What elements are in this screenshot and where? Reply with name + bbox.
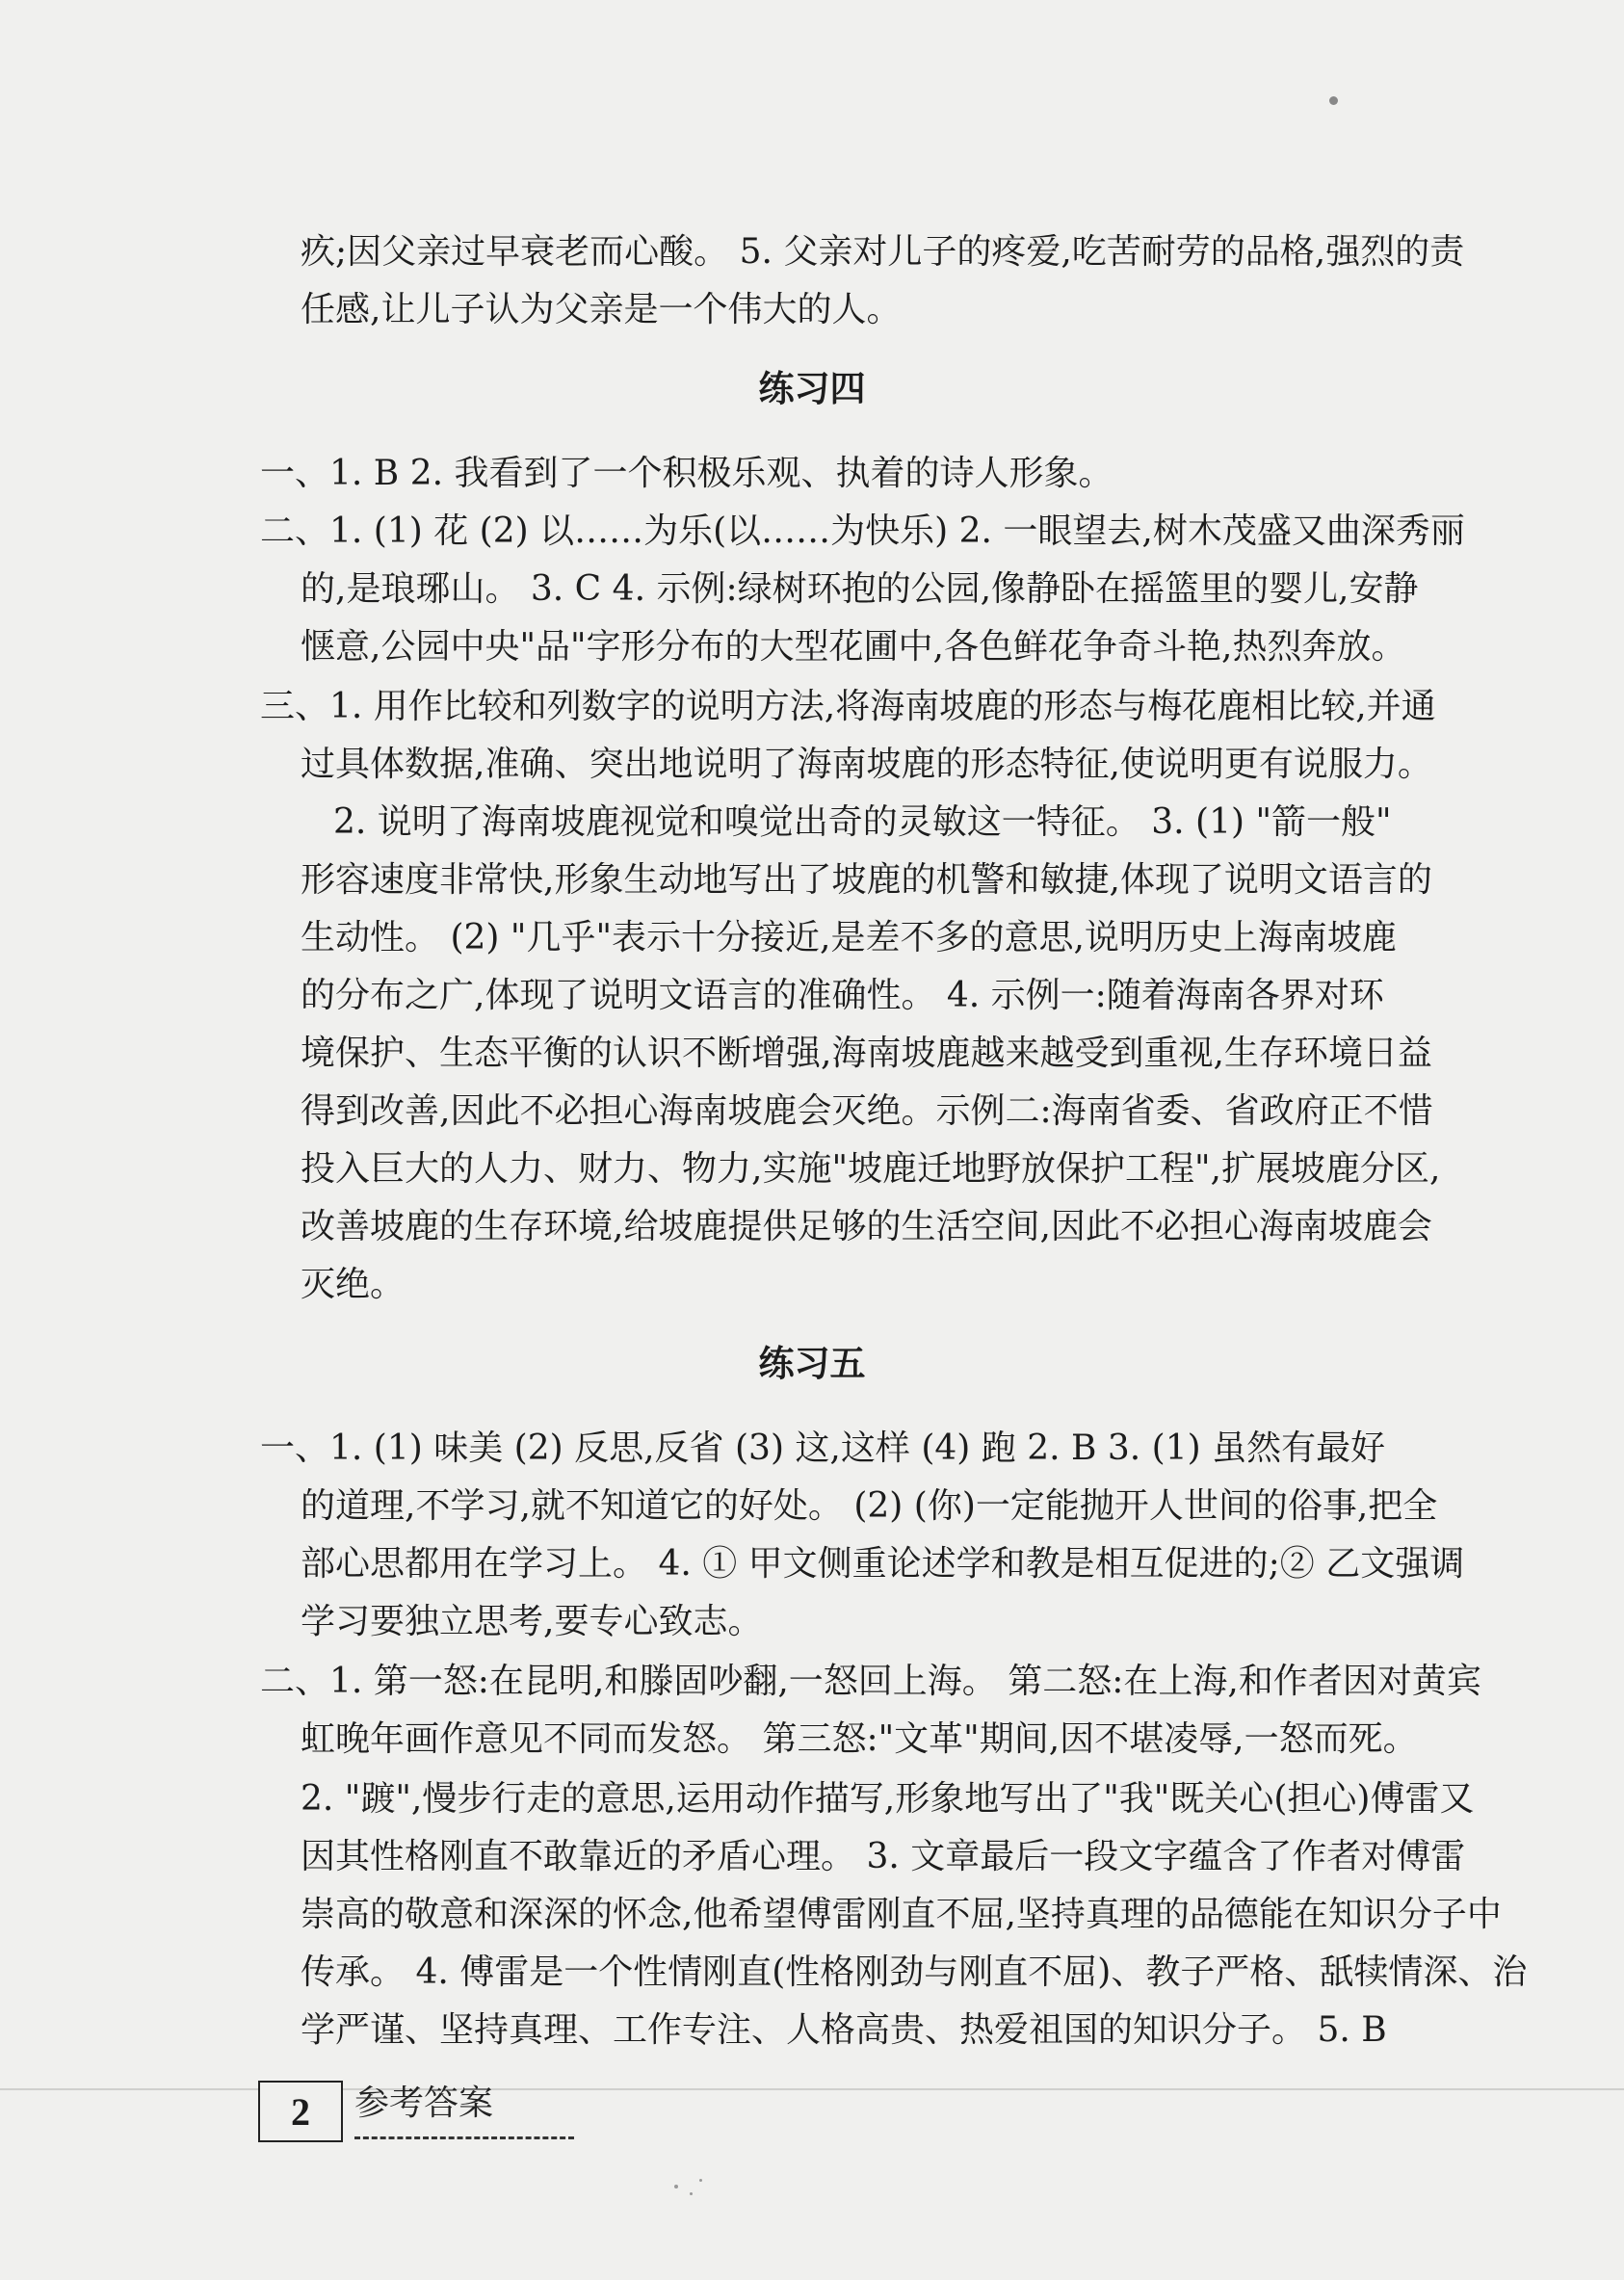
footer-rule bbox=[0, 2088, 1624, 2090]
text-line: 一、1. B 2. 我看到了一个积极乐观、执着的诗人形象。 bbox=[260, 454, 1113, 493]
text-line: 二、1. (1) 花 (2) 以……为乐(以……为快乐) 2. 一眼望去,树木茂盛又曲深秀丽 bbox=[260, 511, 1465, 551]
text-line: 因其性格刚直不敢靠近的矛盾心理。 3. 文章最后一段文字蕴含了作者对傅雷 bbox=[301, 1837, 1466, 1876]
text-line: 虹晚年画作意见不同而发怒。 第三怒:"文革"期间,因不堪凌辱,一怒而死。 bbox=[301, 1719, 1418, 1759]
text-line: 三、1. 用作比较和列数字的说明方法,将海南坡鹿的形态与梅花鹿相比较,并通 bbox=[260, 687, 1436, 726]
text-line: 惬意,公园中央"品"字形分布的大型花圃中,各色鲜花争奇斗艳,热烈奔放。 bbox=[301, 627, 1406, 667]
text-line: 的道理,不学习,就不知道它的好处。 (2) (你)一定能抛开人世间的俗事,把全 bbox=[301, 1486, 1438, 1526]
text-line: 二、1. 第一怒:在昆明,和滕固吵翻,一怒回上海。 第二怒:在上海,和作者因对黄宾 bbox=[260, 1662, 1481, 1701]
text-line: 过具体数据,准确、突出地说明了海南坡鹿的形态特征,使说明更有说服力。 bbox=[301, 745, 1432, 784]
text-line: 学习要独立思考,要专心致志。 bbox=[301, 1602, 763, 1641]
text-line: 生动性。 (2) "几乎"表示十分接近,是差不多的意思,说明历史上海南坡鹿 bbox=[301, 918, 1397, 957]
text-line: 崇高的敬意和深深的怀念,他希望傅雷刚直不屈,坚持真理的品德能在知识分子中 bbox=[301, 1895, 1502, 1934]
text-line: 改善坡鹿的生存环境,给坡鹿提供足够的生活空间,因此不必担心海南坡鹿会 bbox=[301, 1207, 1432, 1246]
text-line: 2. "踱",慢步行走的意思,运用动作描写,形象地写出了"我"既关心(担心)傅雷又 bbox=[301, 1779, 1475, 1819]
text-line: 得到改善,因此不必担心海南坡鹿会灭绝。示例二:海南省委、省政府正不惜 bbox=[301, 1091, 1433, 1131]
text-line: 传承。 4. 傅雷是一个性情刚直(性格刚劲与刚直不屈)、教子严格、舐犊情深、治 bbox=[301, 1952, 1528, 1992]
scan-speck bbox=[674, 2185, 678, 2188]
scan-speck bbox=[1329, 96, 1338, 105]
page-number: 2 bbox=[258, 2081, 343, 2142]
text-line: 学严谨、坚持真理、工作专注、人格高贵、热爱祖国的知识分子。 5. B bbox=[301, 2010, 1387, 2050]
scan-speck bbox=[690, 2192, 693, 2195]
text-line: 的分布之广,体现了说明文语言的准确性。 4. 示例一:随着海南各界对环 bbox=[301, 976, 1384, 1015]
text-line: 2. 说明了海南坡鹿视觉和嗅觉出奇的灵敏这一特征。 3. (1) "箭一般" bbox=[333, 802, 1392, 842]
text-line: 疚;因父亲过早衰老而心酸。 5. 父亲对儿子的疼爱,吃苦耐劳的品格,强烈的责 bbox=[301, 232, 1465, 272]
text-line: 一、1. (1) 味美 (2) 反思,反省 (3) 这,这样 (4) 跑 2. B 3. (1) 虽然有最好 bbox=[260, 1428, 1386, 1468]
scan-speck bbox=[699, 2179, 702, 2182]
section-heading-5: 练习五 bbox=[758, 1343, 866, 1384]
text-line: 投入巨大的人力、财力、物力,实施"坡鹿迁地野放保护工程",扩展坡鹿分区, bbox=[301, 1149, 1441, 1189]
text-line: 境保护、生态平衡的认识不断增强,海南坡鹿越来越受到重视,生存环境日益 bbox=[301, 1034, 1432, 1073]
text-line: 形容速度非常快,形象生动地写出了坡鹿的机警和敏捷,体现了说明文语言的 bbox=[301, 860, 1432, 900]
text-line: 部心思都用在学习上。 4. ① 甲文侧重论述学和教是相互促进的;② 乙文强调 bbox=[301, 1544, 1465, 1584]
text-line: 任感,让儿子认为父亲是一个伟大的人。 bbox=[301, 290, 902, 329]
section-heading-4: 练习四 bbox=[758, 368, 866, 409]
text-line: 的,是琅琊山。 3. C 4. 示例:绿树环抱的公园,像静卧在摇篮里的婴儿,安静 bbox=[301, 569, 1419, 609]
footer-label: 参考答案 bbox=[354, 2083, 494, 2123]
text-line: 灭绝。 bbox=[301, 1265, 406, 1304]
footer-dashed-rule bbox=[354, 2136, 574, 2139]
